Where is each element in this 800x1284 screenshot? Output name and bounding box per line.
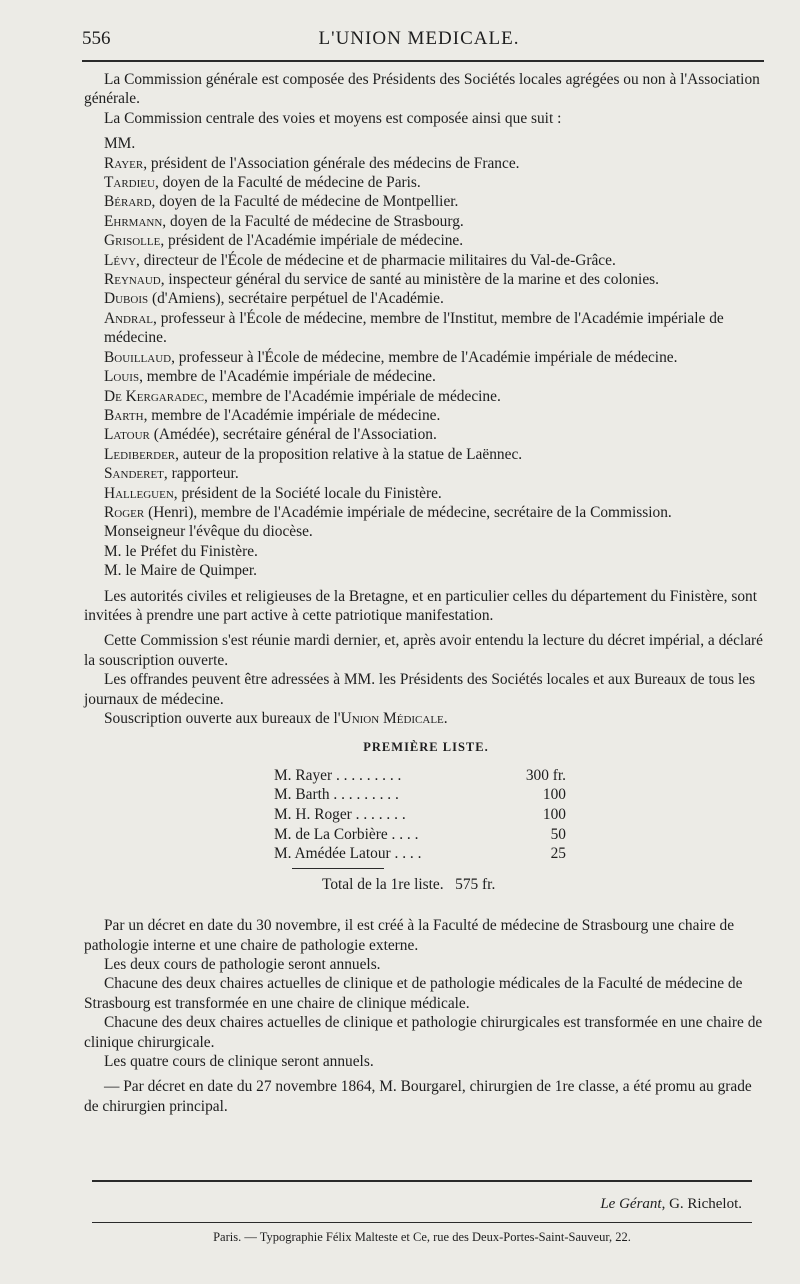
member-description: (Henri), membre de l'Académie impériale de médecine, secrétaire de la Commission. [144,503,672,521]
member-description: , membre de l'Académie impériale de médecine. [143,406,441,424]
paragraph-meeting: Cette Commission s'est réunie mardi dernier, et, après avoir entendu la lecture du décret impérial, a déclaré la souscription ouverte. [84,632,763,669]
paragraph-bourgarel-decree: — Par décret en date du 27 novembre 1864, M. Bourgarel, chirurgien de 1re classe, a été promu au grade de chirurgien principal. [84,1078,752,1115]
donor-name: M. H. Roger . . . . . . . [274,806,406,823]
member-name: Halleguen [104,484,174,502]
journal-title: L'UNION MEDICALE. [318,28,520,49]
member-description: , président de l'Association générale des médecins de France. [143,154,520,172]
member-name: Bérard [104,193,152,211]
first-list-title: PREMIÈRE LISTE. [363,740,489,755]
member-name: Tardieu [104,174,155,192]
member-description: , professeur à l'École de médecine, membre de l'Institut, membre de l'Académie impériale de médecine. [104,309,724,347]
member-description: , directeur de l'École de médecine et de pharmacie militaires du Val-de-Grâce. [136,251,616,269]
paragraph-decree-strasbourg: Par un décret en date du 30 novembre, il est créé à la Faculté de médecine de Strasbourg une chaire de pathologie interne et une chaire de pathologie externe. [84,917,735,954]
member-entry [84,425,768,444]
article-body [84,70,768,1116]
donation-row [274,805,584,825]
total-row [322,875,768,894]
header-rule [82,60,764,62]
members-list [84,154,768,581]
member-name: Lediberder [104,445,176,463]
member-description: , président de la Société locale du Finistère. [173,484,442,502]
member-name: De Kergaradec [104,387,205,405]
paragraph-general-commission: La Commission générale est composée des Présidents des Sociétés locales agrégées ou non à l'Association générale. [84,71,760,108]
member-name: Bouillaud [104,348,172,366]
member-description: , doyen de la Faculté de médecine de Strasbourg. [162,212,464,230]
member-entry [84,173,768,192]
manager-label: Le Gérant [600,1196,662,1212]
member-entry [84,212,768,231]
member-entry [84,348,768,367]
paragraph-subscription [84,709,768,728]
subscription-suffix: . [443,710,448,727]
donation-row [274,844,584,864]
member-entry [84,270,768,289]
member-description: , auteur de la proposition relative à la statue de Laënnec. [175,445,523,463]
member-name: Latour [104,426,150,444]
donor-name: M. de La Corbière . . . . [274,825,419,843]
member-name: Lévy [104,251,137,269]
members-heading: MM. [104,135,136,153]
donor-name: M. Barth . . . . . . . . . [274,786,399,804]
paragraph-central-commission: La Commission centrale des voies et moyens est composée ainsi que suit : [104,109,562,127]
paragraph-medical-clinic: Chacune des deux chaires actuelles de clinique et de pathologie médicales de la Faculté de médecine de Strasbourg est transformée en une chaire de clinique médicale. [84,975,743,1012]
donation-amount: 25 [550,845,566,863]
member-entry [84,445,768,464]
member-entry [84,464,768,483]
member-description: M. le Maire de Quimper. [104,562,258,580]
member-entry [84,484,768,503]
member-description: , inspecteur général du service de santé au ministère de la marine et des colonies. [160,271,660,289]
member-entry [84,309,768,348]
member-entry [84,522,768,541]
donation-amount: 50 [550,825,566,843]
member-description: Monseigneur l'évêque du diocèse. [104,523,313,541]
member-name: Sanderet [104,465,164,483]
member-name: Andral [104,309,154,327]
total-amount: 575 fr. [455,875,496,893]
member-name: Barth [104,406,144,424]
donation-row [274,825,584,845]
member-entry [84,192,768,211]
paragraph-surgical-clinic: Chacune des deux chaires actuelles de clinique et pathologie chirurgicales est transformée en une chaire de clinique chirurgicale. [84,1014,763,1051]
total-rule [292,868,384,869]
member-description: , doyen de la Faculté de médecine de Paris. [154,174,421,192]
donor-name: M. Amédée Latour . . . . [274,845,422,863]
printer-imprint: Paris. — Typographie Félix Malteste et Ce, rue des Deux-Portes-Saint-Sauveur, 22. [213,1230,631,1244]
paragraph-pathology-courses: Les deux cours de pathologie seront annuels. [104,956,381,973]
total-label: Total de la 1re liste. [322,875,444,893]
member-entry [84,542,768,561]
member-name: Grisolle [104,232,161,250]
running-head [82,24,756,54]
member-description: (d'Amiens), secrétaire perpétuel de l'Académie. [148,290,444,308]
member-name: Dubois [104,290,149,308]
member-name: Ehrmann [104,212,163,230]
member-description: , rapporteur. [163,465,239,483]
donations-table [274,766,584,864]
member-description: M. le Préfet du Finistère. [104,542,258,560]
member-description: , membre de l'Académie impériale de médecine. [204,387,501,405]
donor-name: M. Rayer . . . . . . . . . [274,766,402,784]
page-number: 556 [82,28,111,49]
member-entry [84,154,768,173]
member-name: Rayer [104,154,144,172]
member-entry [84,406,768,425]
member-description: , professeur à l'École de médecine, membre de l'Académie impériale de médecine. [171,348,678,366]
imprint-rule [92,1222,752,1223]
member-entry [84,251,768,270]
subscription-journal: Union Médicale [340,710,444,727]
donation-amount: 100 [542,786,566,804]
member-entry [84,561,768,580]
paragraph-clinic-courses: Les quatre cours de clinique seront annuels. [104,1053,374,1071]
member-entry [84,367,768,386]
subscription-prefix: Souscription ouverte aux bureaux de l' [104,710,341,727]
member-name: Roger [104,503,145,521]
footer-rule [92,1180,752,1182]
member-name: Louis [104,368,140,386]
member-description: , membre de l'Académie impériale de médecine. [139,368,436,386]
manager-name: , G. Richelot. [661,1196,742,1212]
member-entry [84,289,768,308]
paragraph-authorities: Les autorités civiles et religieuses de la Bretagne, et en particulier celles du département du Finistère, sont invitées à prendre une part active à cette patriotique manifestation. [84,587,758,624]
paragraph-offerings: Les offrandes peuvent être adressées à MM. les Présidents des Sociétés locales et aux Bureaux de tous les journaux de médecine. [84,671,756,708]
member-entry [84,231,768,250]
manager-signature [600,1196,742,1213]
member-description: , doyen de la Faculté de médecine de Montpellier. [151,193,459,211]
member-description: , président de l'Académie impériale de médecine. [160,232,464,250]
donation-amount: 100 [542,806,566,823]
member-name: Reynaud [104,271,161,289]
member-entry [84,503,768,522]
donation-row [274,766,584,786]
donation-row [274,785,584,805]
member-description: (Amédée), secrétaire général de l'Association. [149,426,437,444]
member-entry [84,387,768,406]
donation-amount: 300 fr. [525,766,566,784]
